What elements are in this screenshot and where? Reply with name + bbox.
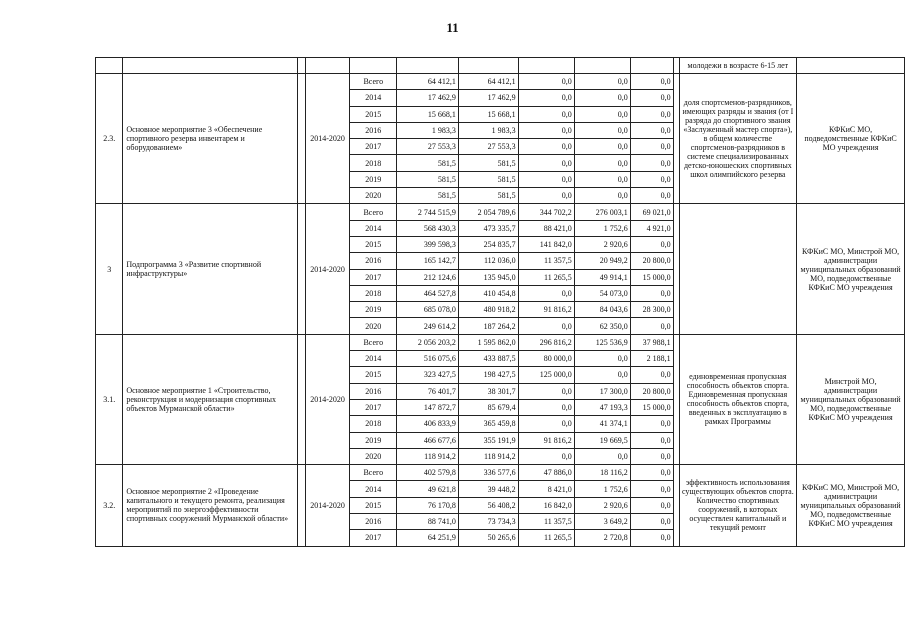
measure-name: Основное мероприятие 3 «Обеспечение спортивного резерва инвентарем и оборудованием» — [123, 74, 297, 204]
amount-cell: 685 078,0 — [397, 302, 459, 318]
amount-cell: 11 265,5 — [518, 269, 574, 285]
amount-cell: 49 621,8 — [397, 481, 459, 497]
amount-cell: 19 669,5 — [574, 432, 630, 448]
table-row — [96, 204, 905, 220]
table-cell — [350, 58, 397, 74]
amount-cell: 54 073,0 — [574, 285, 630, 301]
amount-cell: 91 816,2 — [518, 432, 574, 448]
amount-cell: 581,5 — [458, 155, 518, 171]
year-label: 2015 — [350, 236, 397, 252]
amount-cell: 0,0 — [518, 448, 574, 464]
amount-cell: 0,0 — [630, 122, 673, 138]
amount-cell: 581,5 — [397, 171, 459, 187]
amount-cell: 0,0 — [574, 367, 630, 383]
amount-cell: 0,0 — [630, 155, 673, 171]
table-cell — [123, 58, 297, 74]
year-label: 2020 — [350, 188, 397, 204]
year-label: 2017 — [350, 269, 397, 285]
year-label: 2020 — [350, 448, 397, 464]
year-label: 2017 — [350, 139, 397, 155]
amount-cell: 0,0 — [630, 448, 673, 464]
amount-cell: 2 920,6 — [574, 236, 630, 252]
amount-cell: 187 264,2 — [458, 318, 518, 334]
amount-cell: 135 945,0 — [458, 269, 518, 285]
amount-cell: 516 075,6 — [397, 351, 459, 367]
amount-cell: 0,0 — [630, 188, 673, 204]
amount-cell: 118 914,2 — [458, 448, 518, 464]
amount-cell: 473 335,7 — [458, 220, 518, 236]
amount-cell: 0,0 — [574, 74, 630, 90]
amount-cell: 11 357,5 — [518, 514, 574, 530]
amount-cell: 112 036,0 — [458, 253, 518, 269]
amount-cell: 0,0 — [574, 122, 630, 138]
period-cell: 2014-2020 — [305, 74, 350, 204]
spacer-cell — [297, 465, 305, 546]
table-cell — [297, 58, 305, 74]
amount-cell: 2 720,8 — [574, 530, 630, 546]
amount-cell: 0,0 — [518, 74, 574, 90]
amount-cell: 323 427,5 — [397, 367, 459, 383]
amount-cell: 254 835,7 — [458, 236, 518, 252]
executor-cell: Минстрой МО, администрации муниципальных образований МО, подведомственные КФКиС МО учреждения — [797, 334, 905, 464]
amount-cell: 80 000,0 — [518, 351, 574, 367]
row-code: 3 — [96, 204, 123, 334]
period-cell: 2014-2020 — [305, 334, 350, 464]
amount-cell: 20 800,0 — [630, 253, 673, 269]
spacer-cell — [297, 334, 305, 464]
amount-cell: 568 430,3 — [397, 220, 459, 236]
amount-cell: 17 462,9 — [458, 90, 518, 106]
year-label: 2015 — [350, 497, 397, 513]
indicator-cell: единовременная пропускная способность объектов спорта. Единовременная пропускная способность объектов спорта, введенных в эксплуатацию в рамках Программы — [679, 334, 797, 464]
amount-cell: 0,0 — [630, 416, 673, 432]
amount-cell: 165 142,7 — [397, 253, 459, 269]
program-table — [95, 57, 905, 547]
row-code: 2.3. — [96, 74, 123, 204]
amount-cell: 18 116,2 — [574, 465, 630, 481]
amount-cell: 28 300,0 — [630, 302, 673, 318]
amount-cell: 37 988,1 — [630, 334, 673, 350]
year-label: 2020 — [350, 318, 397, 334]
amount-cell: 0,0 — [574, 155, 630, 171]
year-label: 2016 — [350, 122, 397, 138]
amount-cell: 0,0 — [630, 497, 673, 513]
amount-cell: 0,0 — [574, 351, 630, 367]
table-cell — [397, 58, 459, 74]
amount-cell: 466 677,6 — [397, 432, 459, 448]
table-cell — [458, 58, 518, 74]
amount-cell: 15 000,0 — [630, 269, 673, 285]
indicator-cell: эффективность использования существующих объектов спорта. Количество спортивных сооружений, в которых осуществлен капитальный и текущий ремонт — [679, 465, 797, 546]
year-label: 2019 — [350, 302, 397, 318]
amount-cell: 15 668,1 — [458, 106, 518, 122]
executor-cell: КФКиС МО, Минстрой МО, администрации муниципальных образований МО, подведомственные КФКиС МО учреждения — [797, 465, 905, 546]
amount-cell: 212 124,6 — [397, 269, 459, 285]
amount-cell: 0,0 — [518, 285, 574, 301]
executor-cell: КФКиС МО, Минстрой МО, администрации муниципальных образований МО, подведомственные КФКиС МО учреждения — [797, 204, 905, 334]
amount-cell: 38 301,7 — [458, 383, 518, 399]
table-cell — [797, 58, 905, 74]
amount-cell: 0,0 — [574, 139, 630, 155]
amount-cell: 480 918,2 — [458, 302, 518, 318]
year-label: 2017 — [350, 399, 397, 415]
row-code: 3.1. — [96, 334, 123, 464]
amount-cell: 27 553,3 — [397, 139, 459, 155]
amount-cell: 296 816,2 — [518, 334, 574, 350]
amount-cell: 47 886,0 — [518, 465, 574, 481]
year-label: 2019 — [350, 432, 397, 448]
amount-cell: 88 741,0 — [397, 514, 459, 530]
amount-cell: 76 401,7 — [397, 383, 459, 399]
amount-cell: 49 914,1 — [574, 269, 630, 285]
amount-cell: 17 300,0 — [574, 383, 630, 399]
amount-cell: 0,0 — [630, 432, 673, 448]
amount-cell: 50 265,6 — [458, 530, 518, 546]
year-label: 2018 — [350, 155, 397, 171]
indicator-cell: доля спортсменов-разрядников, имеющих разряды и звания (от I разряда до спортивного звания «Заслуженный мастер спорта»), в общем количестве спортсменов-разрядников в системе специализированных детско-юношеских спортивных школ олимпийского резерва — [679, 74, 797, 204]
amount-cell: 0,0 — [518, 90, 574, 106]
indicator-cell: молодежи в возрасте 6-15 лет — [679, 58, 797, 74]
year-label: 2017 — [350, 530, 397, 546]
amount-cell: 91 816,2 — [518, 302, 574, 318]
amount-cell: 464 527,8 — [397, 285, 459, 301]
year-label: 2016 — [350, 514, 397, 530]
amount-cell: 0,0 — [630, 530, 673, 546]
amount-cell: 0,0 — [630, 74, 673, 90]
amount-cell: 399 598,3 — [397, 236, 459, 252]
row-code: 3.2. — [96, 465, 123, 546]
amount-cell: 118 914,2 — [397, 448, 459, 464]
amount-cell: 20 949,2 — [574, 253, 630, 269]
amount-cell: 0,0 — [518, 155, 574, 171]
amount-cell: 2 056 203,2 — [397, 334, 459, 350]
amount-cell: 0,0 — [574, 90, 630, 106]
amount-cell: 62 350,0 — [574, 318, 630, 334]
indicator-cell — [679, 204, 797, 334]
year-label: Всего — [350, 334, 397, 350]
amount-cell: 39 448,2 — [458, 481, 518, 497]
amount-cell: 47 193,3 — [574, 399, 630, 415]
amount-cell: 344 702,2 — [518, 204, 574, 220]
year-label: 2014 — [350, 481, 397, 497]
amount-cell: 64 412,1 — [397, 74, 459, 90]
amount-cell: 0,0 — [630, 318, 673, 334]
amount-cell: 2 920,6 — [574, 497, 630, 513]
amount-cell: 2 188,1 — [630, 351, 673, 367]
table-cell — [518, 58, 574, 74]
table-row — [96, 465, 905, 481]
period-cell: 2014-2020 — [305, 204, 350, 334]
amount-cell: 336 577,6 — [458, 465, 518, 481]
amount-cell: 0,0 — [630, 285, 673, 301]
amount-cell: 198 427,5 — [458, 367, 518, 383]
amount-cell: 1 595 862,0 — [458, 334, 518, 350]
amount-cell: 85 679,4 — [458, 399, 518, 415]
year-label: 2014 — [350, 351, 397, 367]
year-label: 2015 — [350, 367, 397, 383]
amount-cell: 141 842,0 — [518, 236, 574, 252]
amount-cell: 0,0 — [574, 106, 630, 122]
amount-cell: 16 842,0 — [518, 497, 574, 513]
amount-cell: 20 800,0 — [630, 383, 673, 399]
amount-cell: 1 983,3 — [458, 122, 518, 138]
amount-cell: 249 614,2 — [397, 318, 459, 334]
amount-cell: 84 043,6 — [574, 302, 630, 318]
amount-cell: 2 054 789,6 — [458, 204, 518, 220]
year-label: 2019 — [350, 171, 397, 187]
table-row — [96, 334, 905, 350]
amount-cell: 15 000,0 — [630, 399, 673, 415]
year-label: 2014 — [350, 220, 397, 236]
amount-cell: 56 408,2 — [458, 497, 518, 513]
amount-cell: 125 536,9 — [574, 334, 630, 350]
amount-cell: 17 462,9 — [397, 90, 459, 106]
measure-name: Основное мероприятие 1 «Строительство, реконструкция и модернизация спортивных объектов Мурманской области» — [123, 334, 297, 464]
amount-cell: 64 251,9 — [397, 530, 459, 546]
amount-cell: 410 454,8 — [458, 285, 518, 301]
year-label: Всего — [350, 204, 397, 220]
table-row — [96, 58, 905, 74]
spacer-cell — [297, 74, 305, 204]
amount-cell: 69 021,0 — [630, 204, 673, 220]
amount-cell: 276 003,1 — [574, 204, 630, 220]
amount-cell: 581,5 — [458, 171, 518, 187]
amount-cell: 11 265,5 — [518, 530, 574, 546]
amount-cell: 406 833,9 — [397, 416, 459, 432]
amount-cell: 0,0 — [518, 106, 574, 122]
amount-cell: 0,0 — [574, 171, 630, 187]
measure-name: Основное мероприятие 2 «Проведение капитального и текущего ремонта, реализация мероприятий по энергоэффективности спортивных сооружений Мурманской области» — [123, 465, 297, 546]
amount-cell: 0,0 — [518, 416, 574, 432]
table-cell — [574, 58, 630, 74]
amount-cell: 1 752,6 — [574, 220, 630, 236]
amount-cell: 0,0 — [630, 90, 673, 106]
amount-cell: 27 553,3 — [458, 139, 518, 155]
table-row — [96, 74, 905, 90]
year-label: 2018 — [350, 285, 397, 301]
amount-cell: 0,0 — [518, 139, 574, 155]
amount-cell: 0,0 — [630, 481, 673, 497]
amount-cell: 355 191,9 — [458, 432, 518, 448]
amount-cell: 581,5 — [397, 155, 459, 171]
amount-cell: 0,0 — [630, 236, 673, 252]
amount-cell: 8 421,0 — [518, 481, 574, 497]
amount-cell: 64 412,1 — [458, 74, 518, 90]
year-label: 2014 — [350, 90, 397, 106]
year-label: 2016 — [350, 383, 397, 399]
year-label: 2016 — [350, 253, 397, 269]
amount-cell: 1 983,3 — [397, 122, 459, 138]
amount-cell: 0,0 — [518, 318, 574, 334]
amount-cell: 433 887,5 — [458, 351, 518, 367]
amount-cell: 0,0 — [518, 171, 574, 187]
amount-cell: 4 921,0 — [630, 220, 673, 236]
amount-cell: 0,0 — [518, 383, 574, 399]
table-cell — [305, 58, 350, 74]
measure-name: Подпрограмма 3 «Развитие спортивной инфраструктуры» — [123, 204, 297, 334]
amount-cell: 0,0 — [630, 514, 673, 530]
table-cell — [630, 58, 673, 74]
page-number: 11 — [446, 20, 459, 35]
amount-cell: 3 649,2 — [574, 514, 630, 530]
amount-cell: 0,0 — [518, 399, 574, 415]
spacer-cell — [297, 204, 305, 334]
year-label: Всего — [350, 465, 397, 481]
amount-cell: 365 459,8 — [458, 416, 518, 432]
amount-cell: 0,0 — [574, 448, 630, 464]
amount-cell: 41 374,1 — [574, 416, 630, 432]
amount-cell: 0,0 — [630, 171, 673, 187]
amount-cell: 402 579,8 — [397, 465, 459, 481]
year-label: Всего — [350, 74, 397, 90]
amount-cell: 0,0 — [630, 106, 673, 122]
amount-cell: 15 668,1 — [397, 106, 459, 122]
amount-cell: 0,0 — [518, 188, 574, 204]
executor-cell: КФКиС МО, подведомственные КФКиС МО учреждения — [797, 74, 905, 204]
year-label: 2018 — [350, 416, 397, 432]
year-label: 2015 — [350, 106, 397, 122]
amount-cell: 0,0 — [518, 122, 574, 138]
amount-cell: 73 734,3 — [458, 514, 518, 530]
period-cell: 2014-2020 — [305, 465, 350, 546]
amount-cell: 2 744 515,9 — [397, 204, 459, 220]
amount-cell: 88 421,0 — [518, 220, 574, 236]
amount-cell: 125 000,0 — [518, 367, 574, 383]
amount-cell: 0,0 — [630, 139, 673, 155]
amount-cell: 581,5 — [458, 188, 518, 204]
amount-cell: 147 872,7 — [397, 399, 459, 415]
amount-cell: 0,0 — [574, 188, 630, 204]
amount-cell: 581,5 — [397, 188, 459, 204]
table-cell — [96, 58, 123, 74]
amount-cell: 1 752,6 — [574, 481, 630, 497]
amount-cell: 0,0 — [630, 367, 673, 383]
amount-cell: 0,0 — [630, 465, 673, 481]
amount-cell: 11 357,5 — [518, 253, 574, 269]
amount-cell: 76 170,8 — [397, 497, 459, 513]
